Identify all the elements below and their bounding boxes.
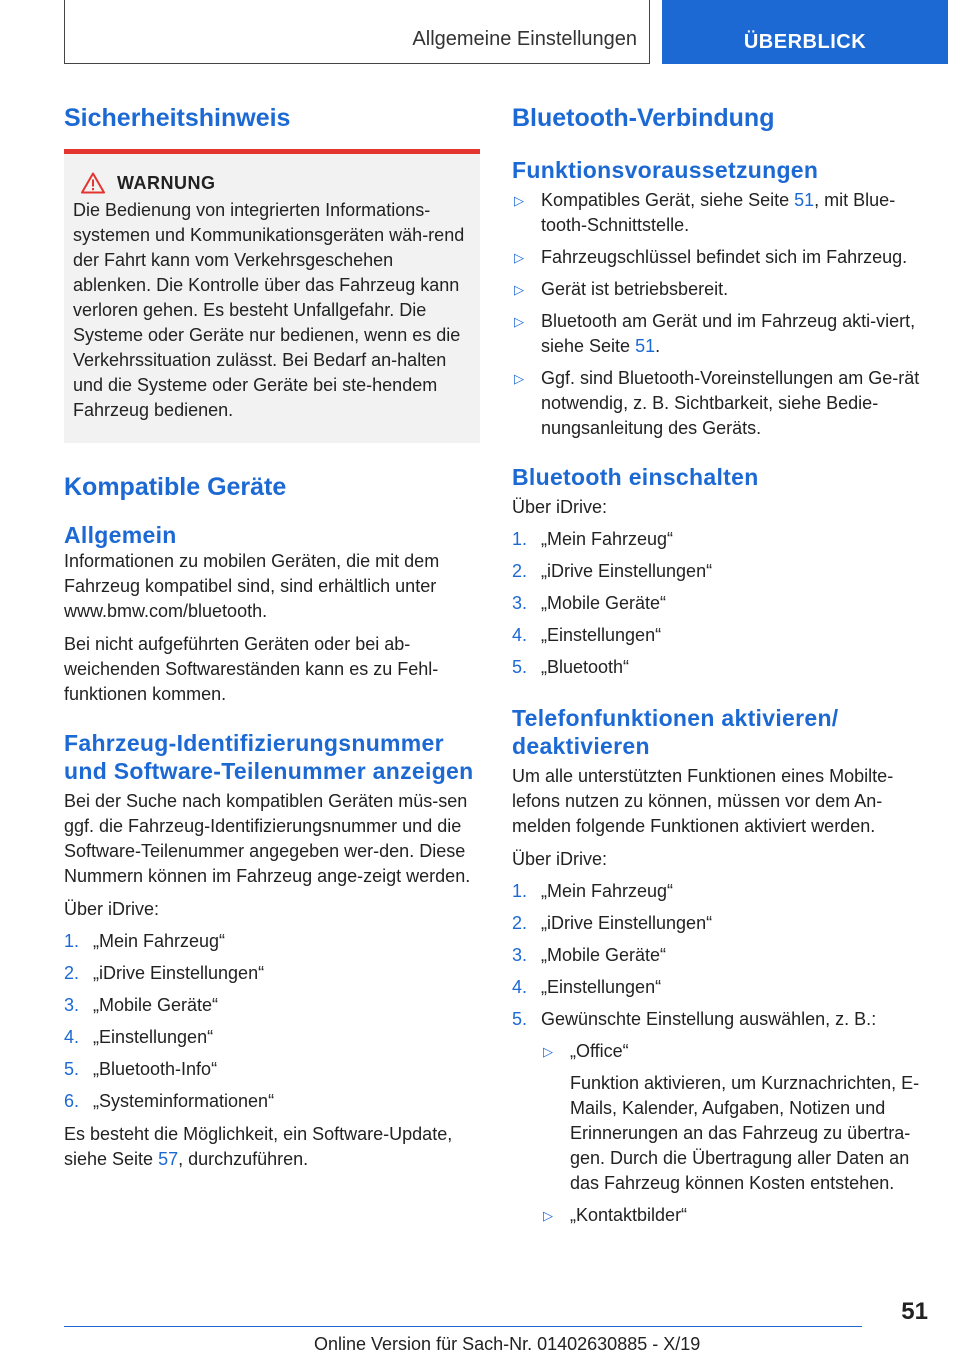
step-number: 2. xyxy=(512,561,528,581)
step-number: 1. xyxy=(64,931,80,951)
bt-on-via: Über iDrive: xyxy=(512,497,608,517)
page-link-51[interactable]: 51 xyxy=(635,336,656,356)
step-text: „Mein Fahrzeug“ xyxy=(541,529,674,549)
step-number: 5. xyxy=(64,1059,80,1079)
list-item xyxy=(512,245,930,270)
list-item xyxy=(64,1025,480,1050)
step-text: „iDrive Einstellungen“ xyxy=(541,561,713,581)
compat-heading: Kompatible Geräte xyxy=(64,473,287,501)
step-number: 6. xyxy=(64,1091,80,1111)
page-number: 51 xyxy=(901,1298,928,1325)
list-item xyxy=(512,623,930,648)
phone-paragraph: Um alle unterstützten Funktionen eines Mobilte-lefons nutzen zu können, müssen vor dem An-melden folgende Funktionen aktiviert werden. xyxy=(512,766,894,836)
footer-divider xyxy=(64,1326,862,1327)
page-link-57[interactable]: 57 xyxy=(158,1149,179,1169)
list-item xyxy=(512,655,930,680)
bt-on-steps xyxy=(512,527,930,680)
list-item xyxy=(64,1057,480,1082)
update-text: Es besteht die Möglichkeit, ein Software-Update, siehe Seite xyxy=(64,1124,453,1169)
step-text: „Systeminformationen“ xyxy=(93,1091,275,1111)
step-text: „Mobile Geräte“ xyxy=(541,945,667,965)
general-heading: Allgemein xyxy=(64,522,177,548)
list-item xyxy=(512,188,930,238)
step-text: „iDrive Einstellungen“ xyxy=(541,913,713,933)
phone-steps xyxy=(512,879,930,1032)
page-link-51[interactable]: 51 xyxy=(794,190,815,210)
option-contacts: „Kontaktbilder“ xyxy=(570,1205,688,1225)
triangle-bullet-icon: ▷ xyxy=(514,193,524,208)
left-column xyxy=(64,100,480,1172)
triangle-bullet-icon: ▷ xyxy=(543,1044,553,1059)
step-text: „Bluetooth-Info“ xyxy=(93,1059,218,1079)
step-number: 5. xyxy=(512,1009,528,1029)
list-item-text: Fahrzeugschlüssel befindet sich im Fahrzeug. xyxy=(541,247,908,267)
header-frame xyxy=(64,0,650,64)
step-text: „Einstellungen“ xyxy=(541,625,662,645)
list-item-text: Gerät ist betriebsbereit. xyxy=(541,279,729,299)
list-item-text: Ggf. sind Bluetooth-Voreinstellungen am Ge-rät notwendig, z. B. Sichtbarkeit, siehe Bedie-nungsanleitung des Geräts. xyxy=(541,368,920,438)
triangle-bullet-icon: ▷ xyxy=(514,371,524,386)
step-number: 2. xyxy=(512,913,528,933)
step-text: Gewünschte Einstellung auswählen, z. B.: xyxy=(541,1009,877,1029)
step-number: 3. xyxy=(64,995,80,1015)
update-paragraph xyxy=(64,1122,480,1172)
general-paragraph-1: Informationen zu mobilen Geräten, die mit dem Fahrzeug kompatibel sind, sind erhältlich unter www.bmw.com/bluetooth. xyxy=(64,551,440,621)
step-number: 3. xyxy=(512,593,528,613)
step-number: 4. xyxy=(64,1027,80,1047)
update-text-end: , durchzuführen. xyxy=(178,1149,309,1169)
step-text: „iDrive Einstellungen“ xyxy=(93,963,265,983)
bluetooth-heading: Bluetooth-Verbindung xyxy=(512,104,775,132)
vin-heading: Fahrzeug-Identifizierungsnummer und Software-Teilenummer anzeigen xyxy=(64,730,474,784)
safety-heading: Sicherheitshinweis xyxy=(64,104,291,132)
list-item xyxy=(512,879,930,904)
step-number: 5. xyxy=(512,657,528,677)
list-item-text: Bluetooth am Gerät und im Fahrzeug akti-viert, siehe Seite 51. xyxy=(541,311,916,356)
phone-via: Über iDrive: xyxy=(512,849,608,869)
phone-functions-heading: Telefonfunktionen aktivieren/ deaktivieren xyxy=(512,705,839,759)
list-item xyxy=(512,943,930,968)
list-item xyxy=(512,277,930,302)
phone-options-list xyxy=(541,1039,930,1228)
list-item xyxy=(512,527,930,552)
list-item xyxy=(512,591,930,616)
list-item xyxy=(512,309,930,359)
list-item xyxy=(512,1007,930,1032)
triangle-bullet-icon: ▷ xyxy=(514,282,524,297)
list-item xyxy=(64,1089,480,1114)
warning-text: Die Bedienung von integrierten Informations-systemen und Kommunikationsgeräten wäh-rend der Fahrt kann vom Verkehrsgeschehen ablenken. Die Kontrolle über das Fahrzeug kann verloren gehen. Es besteht Unfallgefahr. Die Systeme oder Geräte nur bedienen, wenn es die Verkehrssituation zulässt. Bei Bedarf an-halten und die Systeme oder Geräte bei ste-hendem Fahrzeug bedienen. xyxy=(73,200,465,420)
step-text: „Einstellungen“ xyxy=(93,1027,214,1047)
vin-via: Über iDrive: xyxy=(64,899,160,919)
list-item xyxy=(512,366,930,441)
list-item xyxy=(64,961,480,986)
step-number: 1. xyxy=(512,529,528,549)
step-number: 4. xyxy=(512,625,528,645)
footer-text: Online Version für Sach-Nr. 01402630885 - X/19 xyxy=(314,1334,701,1354)
triangle-bullet-icon: ▷ xyxy=(514,314,524,329)
general-paragraph-2: Bei nicht aufgeführten Geräten oder bei ab-weichenden Softwareständen kann es zu Fehl-funktionen kommen. xyxy=(64,634,439,704)
step-text: „Bluetooth“ xyxy=(541,657,630,677)
list-item xyxy=(64,929,480,954)
step-number: 3. xyxy=(512,945,528,965)
list-item xyxy=(512,559,930,584)
step-text: „Mobile Geräte“ xyxy=(93,995,219,1015)
warning-triangle-icon xyxy=(81,172,105,194)
list-item xyxy=(541,1203,930,1228)
option-office: „Office“ xyxy=(570,1041,629,1061)
step-number: 2. xyxy=(64,963,80,983)
warning-title: WARNUNG xyxy=(117,172,216,193)
option-office-description: Funktion aktivieren, um Kurznachrichten, E-Mails, Kalender, Aufgaben, Notizen und Erinnerungen an das Fahrzeug zu übertra-gen. Durch die Übertragung aller Daten an das Fahrzeug können Kosten entstehen. xyxy=(570,1073,920,1193)
list-item xyxy=(512,911,930,936)
section-title: Allgemeine Einstellungen xyxy=(412,28,637,50)
step-number: 4. xyxy=(512,977,528,997)
triangle-bullet-icon: ▷ xyxy=(543,1208,553,1223)
warning-box xyxy=(64,149,480,443)
list-item xyxy=(512,975,930,1000)
list-item xyxy=(541,1039,930,1064)
bt-on-heading: Bluetooth einschalten xyxy=(512,464,759,490)
step-text: „Einstellungen“ xyxy=(541,977,662,997)
requirements-list xyxy=(512,188,930,441)
tab-ueberblick[interactable]: ÜBERBLICK xyxy=(662,0,948,64)
right-column xyxy=(512,100,930,1228)
step-text: „Mein Fahrzeug“ xyxy=(541,881,674,901)
step-number: 1. xyxy=(512,881,528,901)
vin-steps xyxy=(64,929,480,1114)
triangle-bullet-icon: ▷ xyxy=(514,250,524,265)
requirements-heading: Funktionsvoraussetzungen xyxy=(512,157,819,183)
vin-paragraph: Bei der Suche nach kompatiblen Geräten müs-sen ggf. die Fahrzeug-Identifizierungsnummer und die Software-Teilenummer angegeben wer-den. Diese Nummern können im Fahrzeug ange-zeigt werden. xyxy=(64,791,471,886)
step-text: „Mobile Geräte“ xyxy=(541,593,667,613)
step-text: „Mein Fahrzeug“ xyxy=(93,931,226,951)
list-item xyxy=(64,993,480,1018)
list-item-text: Kompatibles Gerät, siehe Seite 51, mit Blue-tooth-Schnittstelle. xyxy=(541,190,896,235)
